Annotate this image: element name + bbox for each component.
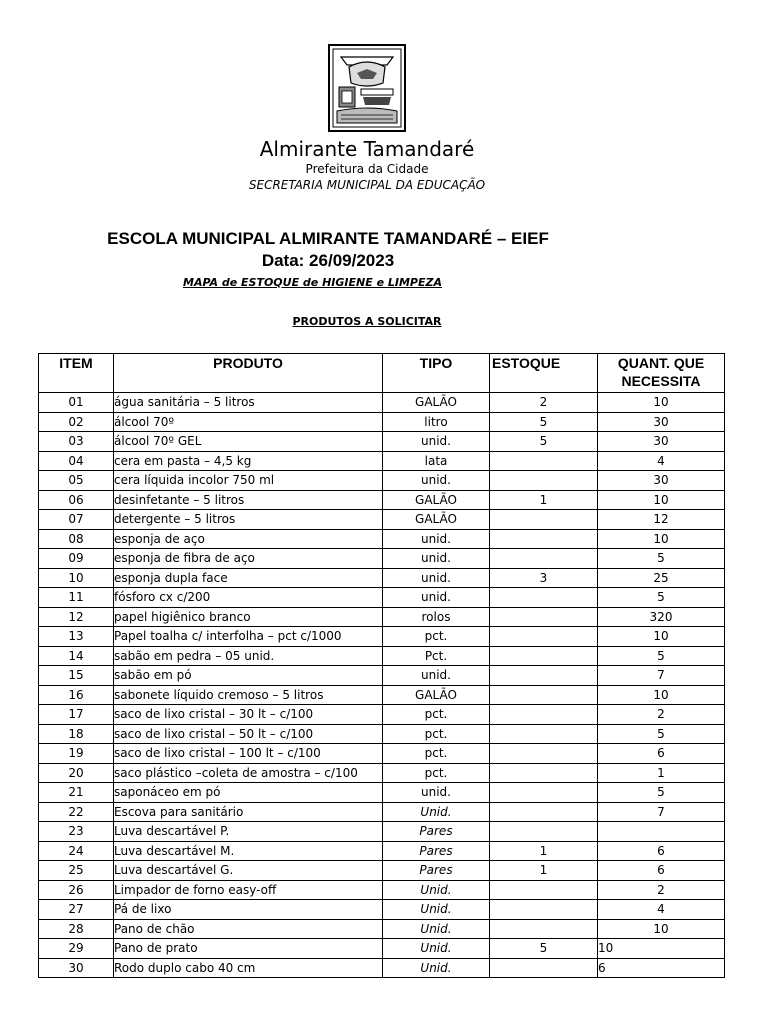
cell-quant: 6 bbox=[598, 861, 725, 881]
cell-tipo: Unid. bbox=[383, 939, 490, 959]
cell-item: 30 bbox=[39, 958, 114, 978]
section-title: PRODUTOS A SOLICITAR bbox=[292, 315, 442, 328]
cell-produto: cera líquida incolor 750 ml bbox=[114, 471, 383, 491]
cell-quant: 30 bbox=[598, 471, 725, 491]
cell-item: 09 bbox=[39, 549, 114, 569]
cell-item: 12 bbox=[39, 607, 114, 627]
cell-quant: 10 bbox=[598, 529, 725, 549]
cell-produto: detergente – 5 litros bbox=[114, 510, 383, 530]
cell-item: 16 bbox=[39, 685, 114, 705]
cell-item: 15 bbox=[39, 666, 114, 686]
cell-tipo: pct. bbox=[383, 705, 490, 725]
cell-produto: desinfetante – 5 litros bbox=[114, 490, 383, 510]
table-row bbox=[39, 432, 725, 452]
table-row bbox=[39, 451, 725, 471]
cell-tipo: rolos bbox=[383, 607, 490, 627]
cell-estoque: 5 bbox=[490, 432, 598, 452]
cell-estoque bbox=[490, 900, 598, 920]
cell-estoque: 5 bbox=[490, 412, 598, 432]
stock-table bbox=[38, 353, 725, 978]
cell-estoque bbox=[490, 471, 598, 491]
cell-quant: 6 bbox=[598, 744, 725, 764]
cell-produto: sabão em pó bbox=[114, 666, 383, 686]
cell-quant: 7 bbox=[598, 666, 725, 686]
table-row bbox=[39, 568, 725, 588]
cell-estoque bbox=[490, 627, 598, 647]
table-row bbox=[39, 666, 725, 686]
cell-estoque bbox=[490, 685, 598, 705]
cell-produto: saco de lixo cristal – 30 lt – c/100 bbox=[114, 705, 383, 725]
cell-item: 06 bbox=[39, 490, 114, 510]
cell-tipo: GALÃO bbox=[383, 685, 490, 705]
cell-quant: 320 bbox=[598, 607, 725, 627]
header-quant-line1: QUANT. QUE bbox=[617, 355, 705, 371]
table-row bbox=[39, 529, 725, 549]
cell-estoque bbox=[490, 646, 598, 666]
cell-estoque bbox=[490, 549, 598, 569]
table-row bbox=[39, 861, 725, 881]
cell-item: 01 bbox=[39, 393, 114, 413]
table-row bbox=[39, 783, 725, 803]
cell-estoque bbox=[490, 705, 598, 725]
table-row bbox=[39, 490, 725, 510]
cell-tipo: pct. bbox=[383, 627, 490, 647]
cell-tipo: GALÃO bbox=[383, 510, 490, 530]
cell-item: 27 bbox=[39, 900, 114, 920]
cell-estoque bbox=[490, 588, 598, 608]
cell-estoque bbox=[490, 822, 598, 842]
cell-quant: 10 bbox=[598, 919, 725, 939]
municipal-crest bbox=[327, 43, 407, 133]
cell-quant: 2 bbox=[598, 880, 725, 900]
cell-tipo: unid. bbox=[383, 783, 490, 803]
cell-item: 23 bbox=[39, 822, 114, 842]
cell-estoque bbox=[490, 744, 598, 764]
table-row bbox=[39, 802, 725, 822]
cell-quant: 4 bbox=[598, 900, 725, 920]
cell-item: 21 bbox=[39, 783, 114, 803]
prefecture-label: Prefeitura da Cidade bbox=[305, 162, 429, 176]
cell-produto: Pá de lixo bbox=[114, 900, 383, 920]
table-row bbox=[39, 685, 725, 705]
cell-estoque bbox=[490, 763, 598, 783]
cell-produto: saco plástico –coleta de amostra – c/100 bbox=[114, 763, 383, 783]
cell-tipo: Unid. bbox=[383, 919, 490, 939]
cell-estoque: 3 bbox=[490, 568, 598, 588]
cell-tipo: unid. bbox=[383, 471, 490, 491]
cell-item: 10 bbox=[39, 568, 114, 588]
cell-produto: Luva descartável G. bbox=[114, 861, 383, 881]
cell-quant: 10 bbox=[598, 490, 725, 510]
cell-quant bbox=[598, 822, 725, 842]
cell-tipo: Unid. bbox=[383, 802, 490, 822]
cell-estoque bbox=[490, 666, 598, 686]
cell-item: 29 bbox=[39, 939, 114, 959]
cell-tipo: Pares bbox=[383, 841, 490, 861]
cell-quant: 10 bbox=[598, 685, 725, 705]
cell-item: 19 bbox=[39, 744, 114, 764]
header-estoque: ESTOQUE bbox=[490, 354, 598, 393]
table-header-row bbox=[39, 354, 725, 393]
cell-produto: papel higiênico branco bbox=[114, 607, 383, 627]
cell-estoque bbox=[490, 529, 598, 549]
table-row bbox=[39, 880, 725, 900]
cell-item: 18 bbox=[39, 724, 114, 744]
cell-produto: Pano de chão bbox=[114, 919, 383, 939]
cell-quant: 25 bbox=[598, 568, 725, 588]
cell-produto: Escova para sanitário bbox=[114, 802, 383, 822]
cell-estoque: 5 bbox=[490, 939, 598, 959]
cell-item: 22 bbox=[39, 802, 114, 822]
header-quant bbox=[598, 354, 725, 393]
cell-produto: Luva descartável M. bbox=[114, 841, 383, 861]
table-row bbox=[39, 900, 725, 920]
cell-quant: 12 bbox=[598, 510, 725, 530]
header-item: ITEM bbox=[39, 354, 114, 393]
table-row bbox=[39, 510, 725, 530]
table-row bbox=[39, 412, 725, 432]
cell-produto: esponja de aço bbox=[114, 529, 383, 549]
cell-tipo: Unid. bbox=[383, 958, 490, 978]
cell-produto: álcool 70º GEL bbox=[114, 432, 383, 452]
cell-produto: Limpador de forno easy-off bbox=[114, 880, 383, 900]
document-date: Data: 26/09/2023 bbox=[261, 251, 395, 270]
header-tipo: TIPO bbox=[383, 354, 490, 393]
cell-item: 24 bbox=[39, 841, 114, 861]
table-row bbox=[39, 627, 725, 647]
cell-item: 03 bbox=[39, 432, 114, 452]
cell-tipo: pct. bbox=[383, 724, 490, 744]
cell-tipo: GALÃO bbox=[383, 393, 490, 413]
cell-quant: 7 bbox=[598, 802, 725, 822]
cell-produto: álcool 70º bbox=[114, 412, 383, 432]
cell-estoque: 1 bbox=[490, 841, 598, 861]
cell-estoque bbox=[490, 919, 598, 939]
cell-quant: 6 bbox=[598, 841, 725, 861]
cell-tipo: unid. bbox=[383, 529, 490, 549]
cell-produto: Pano de prato bbox=[114, 939, 383, 959]
cell-item: 28 bbox=[39, 919, 114, 939]
cell-tipo: Pares bbox=[383, 822, 490, 842]
table-row bbox=[39, 607, 725, 627]
cell-item: 14 bbox=[39, 646, 114, 666]
cell-item: 26 bbox=[39, 880, 114, 900]
cell-produto: Luva descartável P. bbox=[114, 822, 383, 842]
cell-estoque bbox=[490, 802, 598, 822]
school-title: ESCOLA MUNICIPAL ALMIRANTE TAMANDARÉ – EIEF bbox=[107, 229, 549, 248]
cell-item: 13 bbox=[39, 627, 114, 647]
cell-produto: Papel toalha c/ interfolha – pct c/1000 bbox=[114, 627, 383, 647]
cell-estoque: 2 bbox=[490, 393, 598, 413]
cell-quant: 4 bbox=[598, 451, 725, 471]
cell-quant: 30 bbox=[598, 432, 725, 452]
cell-item: 20 bbox=[39, 763, 114, 783]
table-row bbox=[39, 958, 725, 978]
cell-produto: saco de lixo cristal – 100 lt – c/100 bbox=[114, 744, 383, 764]
cell-tipo: Pct. bbox=[383, 646, 490, 666]
cell-quant: 10 bbox=[598, 627, 725, 647]
cell-quant: 5 bbox=[598, 588, 725, 608]
secretariat-label: SECRETARIA MUNICIPAL DA EDUCAÇÃO bbox=[248, 178, 486, 192]
cell-produto: água sanitária – 5 litros bbox=[114, 393, 383, 413]
header-produto: PRODUTO bbox=[114, 354, 383, 393]
cell-estoque bbox=[490, 607, 598, 627]
cell-estoque bbox=[490, 880, 598, 900]
cell-tipo: GALÃO bbox=[383, 490, 490, 510]
cell-item: 04 bbox=[39, 451, 114, 471]
cell-estoque: 1 bbox=[490, 490, 598, 510]
cell-produto: sabonete líquido cremoso – 5 litros bbox=[114, 685, 383, 705]
table-row bbox=[39, 705, 725, 725]
table-row bbox=[39, 919, 725, 939]
cell-tipo: pct. bbox=[383, 763, 490, 783]
cell-produto: cera em pasta – 4,5 kg bbox=[114, 451, 383, 471]
cell-quant: 2 bbox=[598, 705, 725, 725]
cell-tipo: unid. bbox=[383, 432, 490, 452]
cell-tipo: Unid. bbox=[383, 900, 490, 920]
table-row bbox=[39, 763, 725, 783]
cell-tipo: unid. bbox=[383, 549, 490, 569]
cell-tipo: unid. bbox=[383, 588, 490, 608]
cell-tipo: unid. bbox=[383, 568, 490, 588]
cell-produto: Rodo duplo cabo 40 cm bbox=[114, 958, 383, 978]
cell-quant: 1 bbox=[598, 763, 725, 783]
cell-item: 05 bbox=[39, 471, 114, 491]
cell-quant: 5 bbox=[598, 646, 725, 666]
cell-quant: 10 bbox=[598, 939, 725, 959]
city-name: Almirante Tamandaré bbox=[259, 137, 475, 161]
cell-tipo: pct. bbox=[383, 744, 490, 764]
cell-quant: 6 bbox=[598, 958, 725, 978]
cell-produto: esponja dupla face bbox=[114, 568, 383, 588]
cell-tipo: unid. bbox=[383, 666, 490, 686]
table-row bbox=[39, 724, 725, 744]
table-row bbox=[39, 471, 725, 491]
header-quant-line2: NECESSITA bbox=[621, 373, 701, 389]
cell-estoque bbox=[490, 958, 598, 978]
cell-tipo: Pares bbox=[383, 861, 490, 881]
cell-produto: sabão em pedra – 05 unid. bbox=[114, 646, 383, 666]
table-row bbox=[39, 939, 725, 959]
cell-estoque bbox=[490, 451, 598, 471]
cell-estoque bbox=[490, 724, 598, 744]
cell-item: 02 bbox=[39, 412, 114, 432]
document-subtitle: MAPA de ESTOQUE de HIGIENE e LIMPEZA bbox=[183, 276, 442, 289]
cell-item: 11 bbox=[39, 588, 114, 608]
table-row bbox=[39, 393, 725, 413]
cell-quant: 5 bbox=[598, 724, 725, 744]
cell-tipo: lata bbox=[383, 451, 490, 471]
table-row bbox=[39, 549, 725, 569]
cell-quant: 5 bbox=[598, 783, 725, 803]
cell-produto: fósforo cx c/200 bbox=[114, 588, 383, 608]
cell-produto: saco de lixo cristal – 50 lt – c/100 bbox=[114, 724, 383, 744]
cell-item: 08 bbox=[39, 529, 114, 549]
table-row bbox=[39, 822, 725, 842]
cell-item: 17 bbox=[39, 705, 114, 725]
table-row bbox=[39, 588, 725, 608]
cell-tipo: Unid. bbox=[383, 880, 490, 900]
table-row bbox=[39, 841, 725, 861]
cell-estoque: 1 bbox=[490, 861, 598, 881]
cell-produto: saponáceo em pó bbox=[114, 783, 383, 803]
cell-produto: esponja de fibra de aço bbox=[114, 549, 383, 569]
cell-estoque bbox=[490, 783, 598, 803]
cell-estoque bbox=[490, 510, 598, 530]
cell-quant: 5 bbox=[598, 549, 725, 569]
cell-item: 07 bbox=[39, 510, 114, 530]
cell-quant: 10 bbox=[598, 393, 725, 413]
table-row bbox=[39, 646, 725, 666]
cell-item: 25 bbox=[39, 861, 114, 881]
cell-quant: 30 bbox=[598, 412, 725, 432]
cell-tipo: litro bbox=[383, 412, 490, 432]
table-row bbox=[39, 744, 725, 764]
